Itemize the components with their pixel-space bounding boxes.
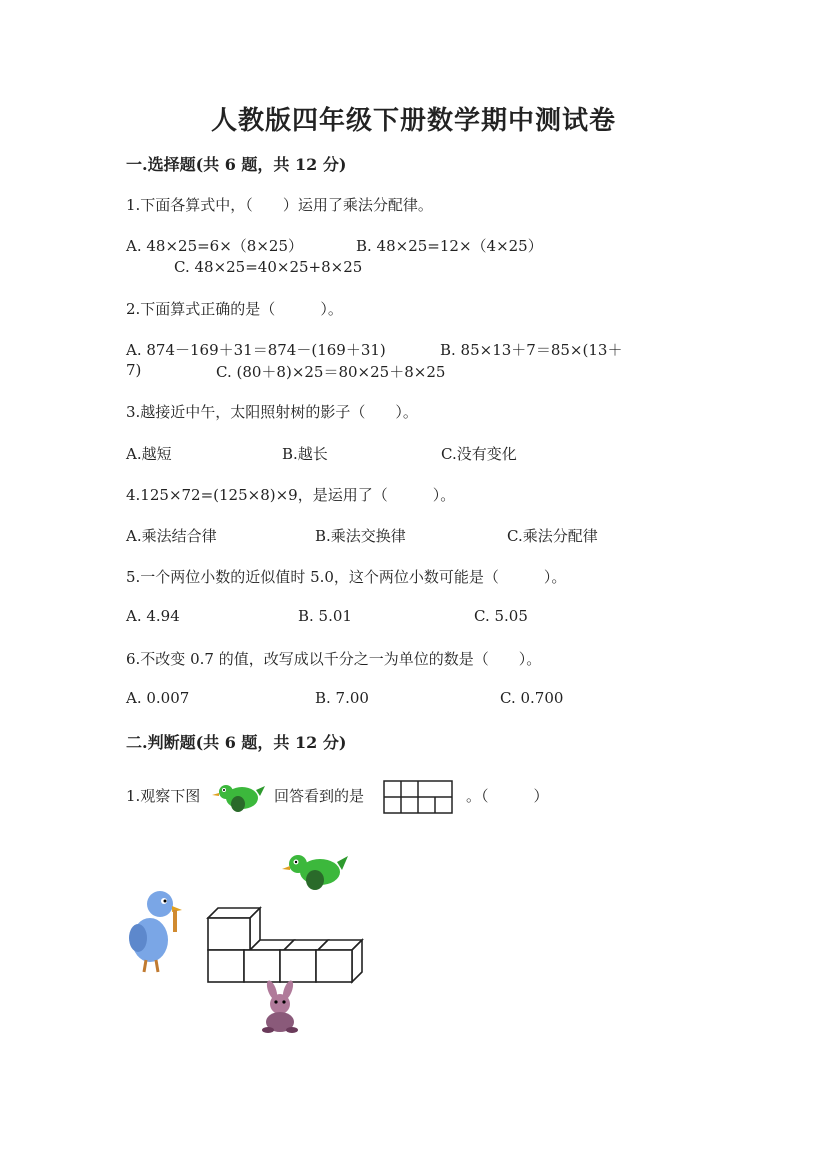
question-2-option-a[interactable]: A. 874－169＋31＝874－(169＋31) bbox=[126, 341, 386, 359]
question-2-option-b-wrap: 7) bbox=[126, 361, 142, 379]
question-4-option-a[interactable]: A.乘法结合律 bbox=[126, 527, 217, 545]
question-3-option-c[interactable]: C.没有变化 bbox=[441, 445, 517, 463]
blue-bird-icon bbox=[126, 884, 184, 974]
page-title: 人教版四年级下册数学期中测试卷 bbox=[210, 106, 616, 136]
question-2-stem: 2.下面算式正确的是（ ）。 bbox=[126, 300, 343, 318]
judge-question-1-part1: 1.观察下图 bbox=[126, 787, 201, 805]
question-4-stem: 4.125×72=(125×8)×9，是运用了（ ）。 bbox=[126, 486, 456, 504]
question-2-option-b[interactable]: B. 85×13＋7＝85×(13＋ bbox=[440, 341, 623, 359]
front-view-grid bbox=[383, 780, 455, 814]
question-1-option-a[interactable]: A. 48×25=6×（8×25） bbox=[126, 237, 303, 255]
section-heading-judge: 二.判断题(共 6 题，共 12 分) bbox=[126, 733, 347, 752]
question-4-option-b[interactable]: B.乘法交换律 bbox=[315, 527, 406, 545]
question-5-option-a[interactable]: A. 4.94 bbox=[126, 607, 180, 625]
question-1-option-c[interactable]: C. 48×25=40×25+8×25 bbox=[174, 258, 363, 276]
judge-question-1-part2: 回答看到的是 bbox=[274, 787, 365, 805]
green-bird-icon bbox=[212, 780, 266, 816]
question-4-option-c[interactable]: C.乘法分配律 bbox=[507, 527, 598, 545]
question-5-option-b[interactable]: B. 5.01 bbox=[298, 607, 352, 625]
rabbit-icon bbox=[258, 982, 304, 1034]
question-3-option-b[interactable]: B.越长 bbox=[282, 445, 328, 463]
green-bird-icon bbox=[282, 850, 348, 894]
question-5-option-c[interactable]: C. 5.05 bbox=[474, 607, 528, 625]
question-1-option-b[interactable]: B. 48×25=12×（4×25） bbox=[356, 237, 543, 255]
question-2-option-c[interactable]: C. (80＋8)×25＝80×25＋8×25 bbox=[216, 363, 446, 381]
question-6-option-b[interactable]: B. 7.00 bbox=[315, 689, 369, 707]
question-5-stem: 5.一个两位小数的近似值时 5.0，这个两位小数可能是（ ）。 bbox=[126, 568, 567, 586]
question-1-stem: 1.下面各算式中，（ ）运用了乘法分配律。 bbox=[126, 196, 433, 214]
cube-stack-figure bbox=[200, 898, 370, 984]
question-3-option-a[interactable]: A.越短 bbox=[126, 445, 172, 463]
section-heading-choice: 一.选择题(共 6 题，共 12 分) bbox=[126, 155, 347, 174]
question-3-stem: 3.越接近中午，太阳照射树的影子（ ）。 bbox=[126, 403, 418, 421]
judge-question-1-part3: 。（ ） bbox=[466, 787, 549, 805]
question-6-stem: 6.不改变 0.7 的值，改写成以千分之一为单位的数是（ ）。 bbox=[126, 650, 542, 668]
question-6-option-c[interactable]: C. 0.700 bbox=[500, 689, 564, 707]
question-6-option-a[interactable]: A. 0.007 bbox=[126, 689, 190, 707]
